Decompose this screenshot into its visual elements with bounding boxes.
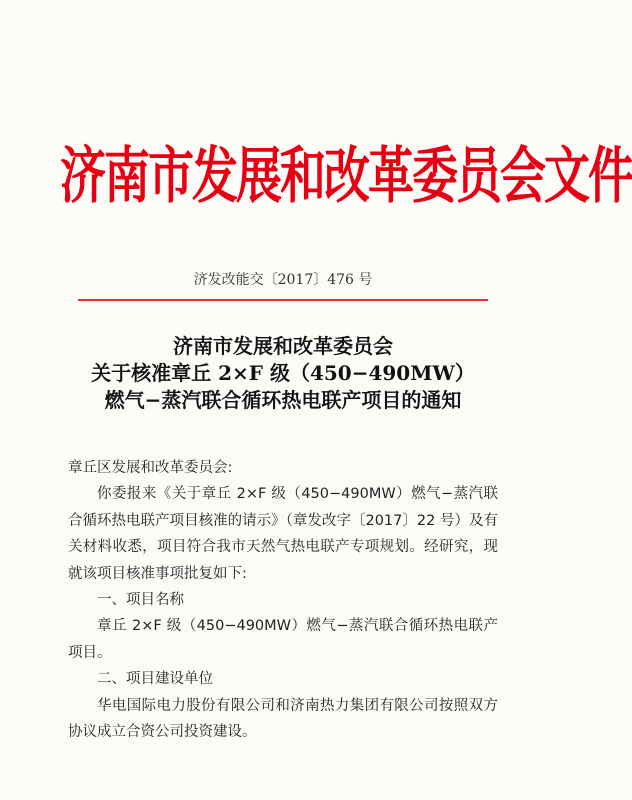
document-masthead: 济南市发展和改革委员会文件: [60, 139, 632, 212]
body-paragraph-2: 章丘 2×F 级（450−490MW）燃气−蒸汽联合循环热电联产项目。: [68, 618, 498, 661]
body-paragraph-1: 你委报来《关于章丘 2×F 级（450−490MW）燃气−蒸汽联合循环热电联产项目核准的请示》（章发改字〔2017〕22 号）及有关材料收悉，项目符合我市天然气热电联产专项规划。经研究，现就该项目核准事项批复如下:: [68, 486, 498, 582]
title-line-3: 燃气−蒸汽联合循环热电联产项目的通知: [104, 388, 462, 412]
document-body: [68, 455, 498, 745]
body-paragraph-3: 华电国际电力股份有限公司和济南热力集团有限公司按照双方协议成立合资公司投资建设。: [68, 697, 498, 741]
red-divider-rule: [78, 299, 488, 301]
title-line-2: 关于核准章丘 2×F 级（450−490MW）: [91, 361, 475, 385]
section-heading-1: 一、项目名称: [97, 592, 184, 609]
document-number: 济发改能交〔2017〕476 号: [193, 272, 373, 288]
title-line-1: 济南市发展和改革委员会: [173, 334, 393, 358]
salutation: 章丘区发展和改革委员会:: [68, 460, 233, 476]
document-title: [0, 333, 566, 414]
section-heading-2: 二、项目建设单位: [97, 671, 213, 688]
